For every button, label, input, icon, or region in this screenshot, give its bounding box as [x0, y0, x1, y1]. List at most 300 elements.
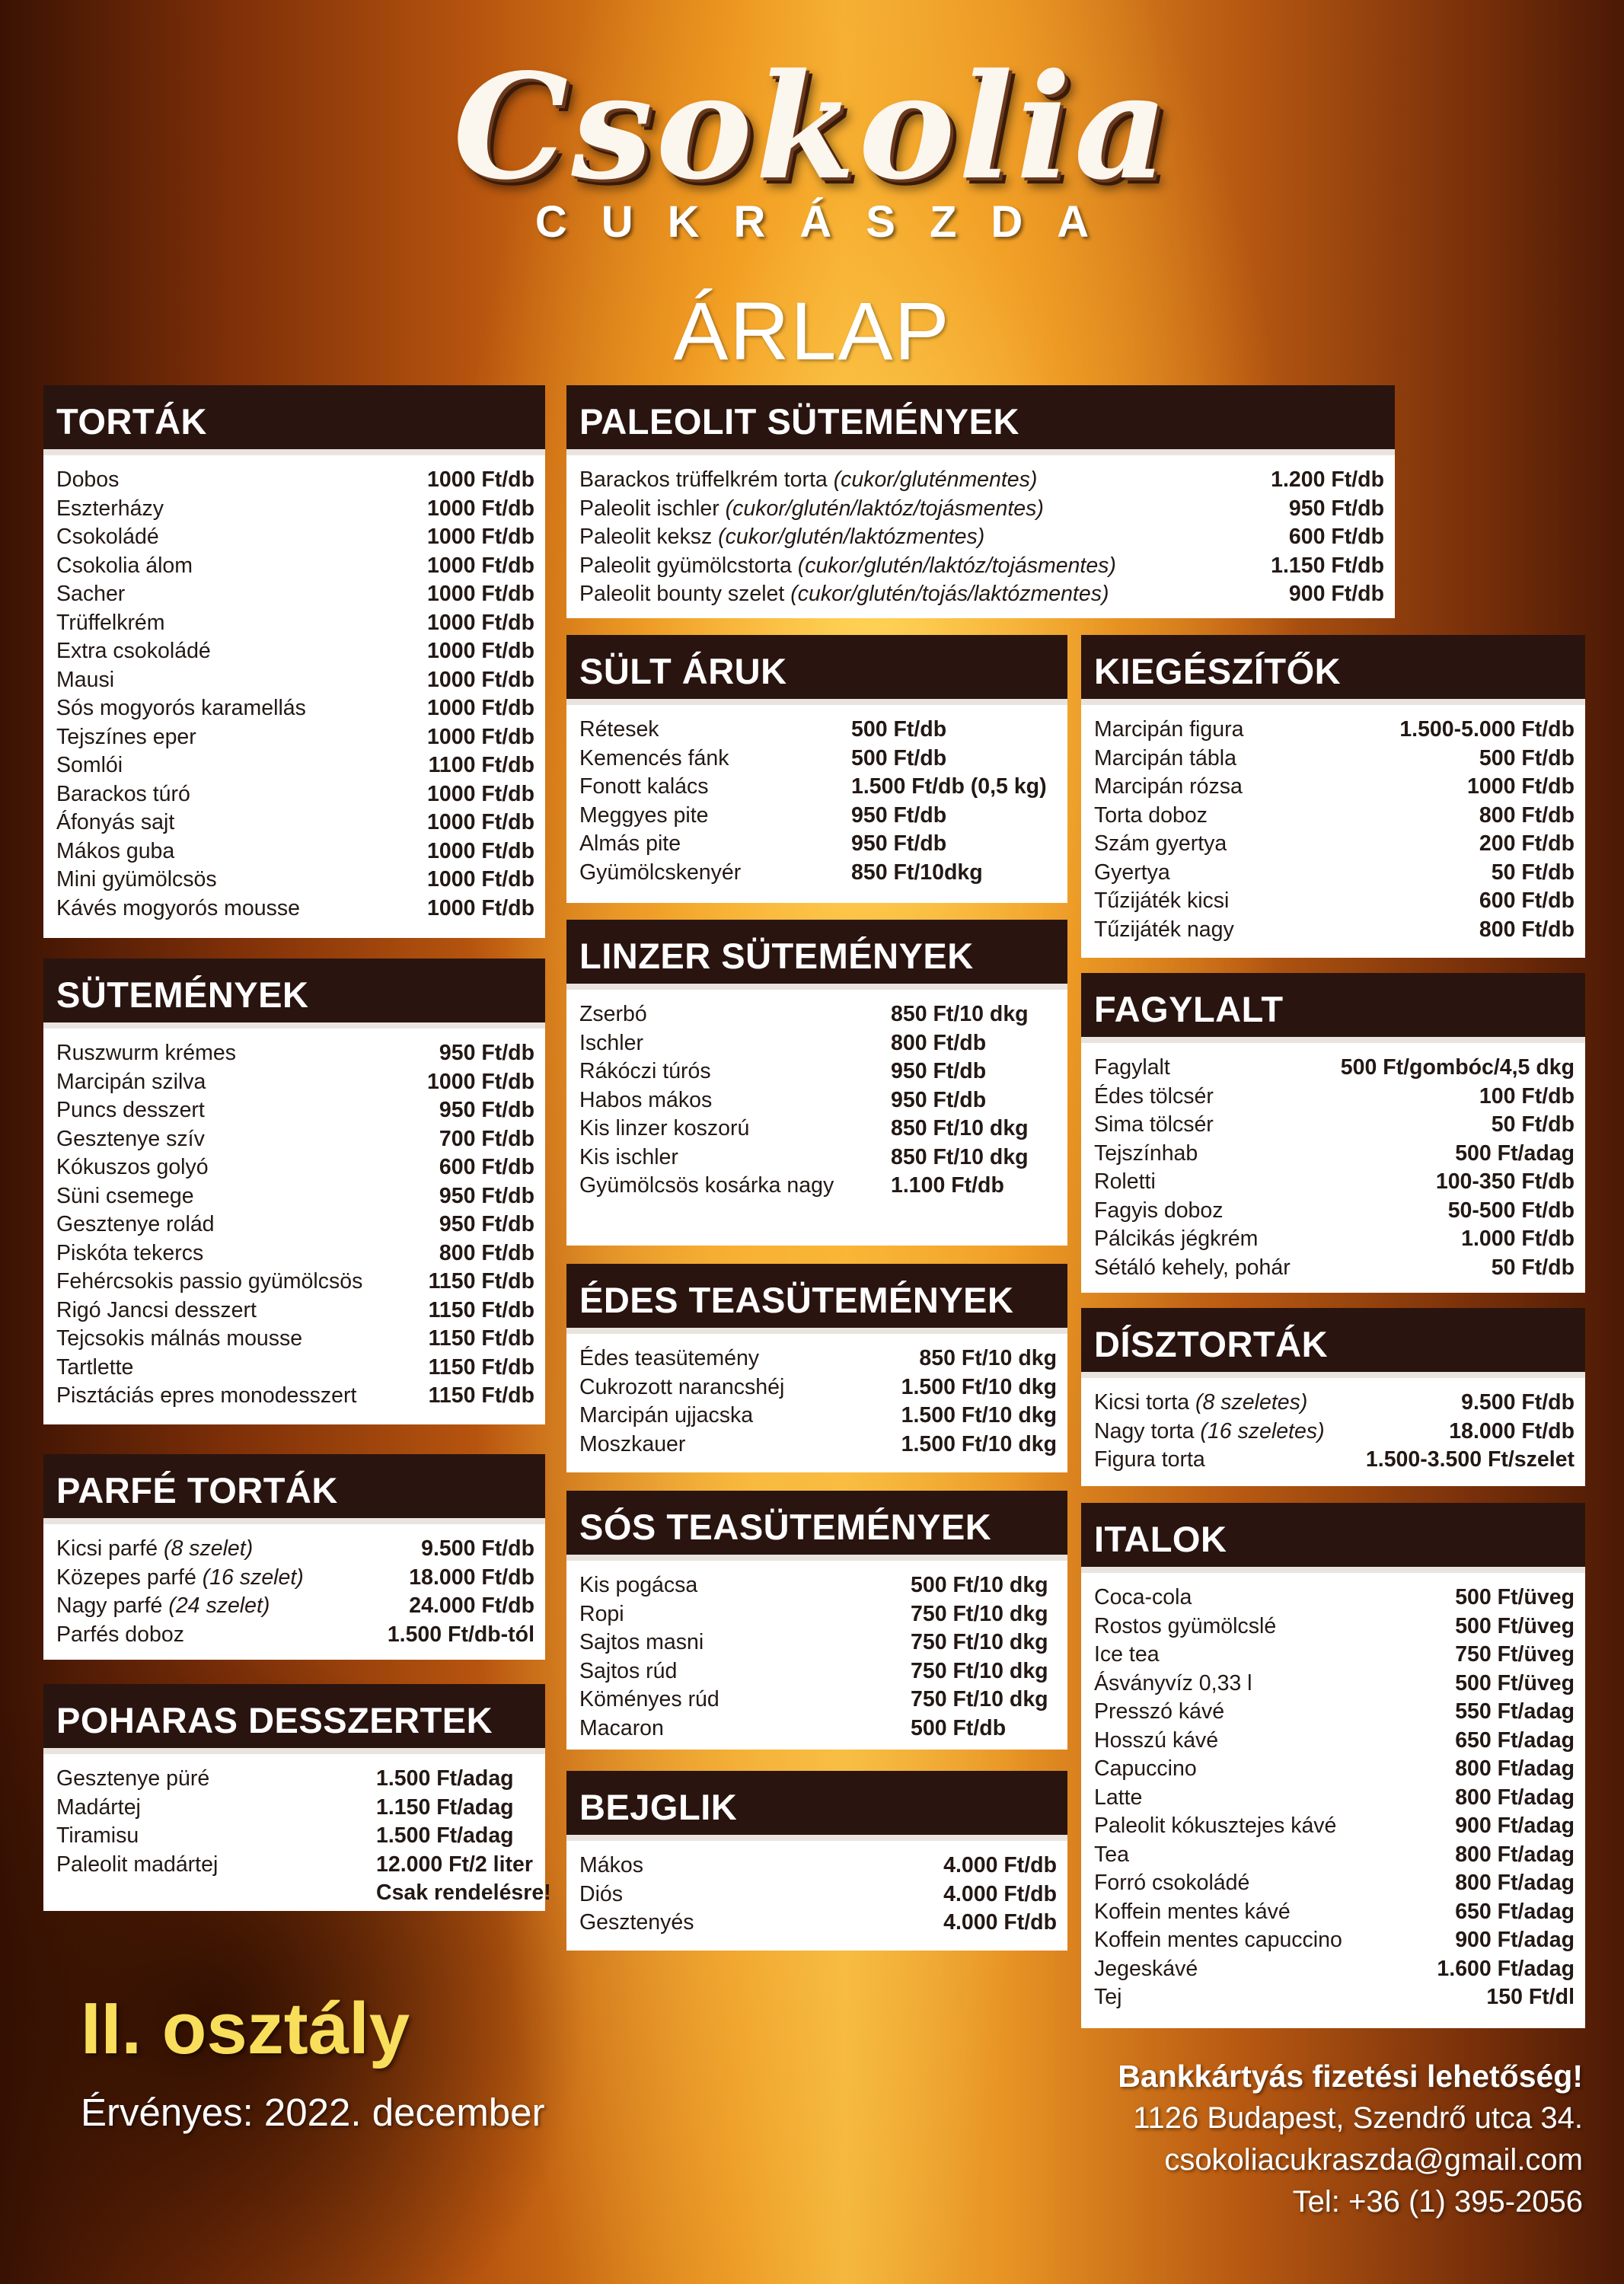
price-row [1081, 1727, 1585, 1756]
item-name: Extra csokoládé [56, 639, 211, 663]
item-name: Sajtos rúd [579, 1658, 678, 1683]
price-row [1081, 1869, 1585, 1898]
item-price: 850 Ft/10 dkg [919, 1346, 1057, 1370]
item-price: 50 Ft/db [1491, 860, 1575, 885]
item-name: Kókuszos golyó [56, 1155, 209, 1179]
item-price: 700 Ft/db [439, 1126, 534, 1151]
item-price: 750 Ft/10 dkg [911, 1687, 1048, 1711]
item-price: 1000 Ft/db [427, 582, 534, 606]
contact-info [1118, 2056, 1583, 2223]
price-list [43, 1029, 545, 1411]
item-name: Gesztenye püré [56, 1766, 210, 1791]
item-name: Tiramisu [56, 1823, 139, 1848]
price-row [1081, 1054, 1585, 1083]
price-row [566, 580, 1395, 609]
section-sos [566, 1491, 1067, 1750]
item-price: 800 Ft/adag [1455, 1842, 1575, 1867]
price-row [43, 1564, 545, 1593]
item-price: 1000 Ft/db [427, 553, 534, 578]
item-name: Hosszú kávé [1094, 1727, 1219, 1753]
price-row [43, 609, 545, 638]
item-price: 800 Ft/adag [1455, 1785, 1575, 1810]
item-name: Moszkauer [579, 1431, 686, 1456]
item-name: Cukrozott narancshéj [579, 1374, 785, 1399]
class-label: II. osztály [81, 1988, 410, 2069]
price-row [566, 1657, 1067, 1686]
item-name: Jegeskávé [1094, 1956, 1198, 1981]
item-price: 18.000 Ft/db [409, 1565, 534, 1590]
item-price: 500 Ft/üveg [1455, 1585, 1575, 1609]
item-name: Pisztáciás epres monodesszert [56, 1383, 357, 1408]
item-price: 1000 Ft/db [427, 781, 534, 806]
price-row [43, 1621, 545, 1650]
item-price: 900 Ft/adag [1455, 1813, 1575, 1838]
price-row [43, 1211, 545, 1239]
item-name: Habos mákos [579, 1087, 713, 1112]
item-name: Gesztenyés [579, 1910, 694, 1935]
item-price: 1000 Ft/db [427, 467, 534, 492]
section-fagylalt [1081, 973, 1585, 1293]
price-row [1081, 1755, 1585, 1784]
item-name: Torta doboz [1094, 802, 1208, 828]
section-tortak [43, 385, 545, 938]
price-row [566, 802, 1067, 831]
item-name: Rétesek [579, 717, 659, 742]
item-price: 750 Ft/10 dkg [911, 1630, 1048, 1654]
item-name: Kis ischler [579, 1144, 678, 1169]
price-row [566, 1686, 1067, 1715]
item-name: Sacher [56, 582, 126, 606]
item-name: Kicsi torta (8 szeletes) [1094, 1390, 1308, 1415]
item-name: Paleolit gyümölcstorta (cukor/glutén/laktóz/tojásmentes) [579, 553, 1116, 578]
item-name: Gyümölcskenyér [579, 860, 742, 885]
item-price: 800 Ft/db [891, 1030, 987, 1055]
item-note: (24 szelet) [168, 1593, 270, 1618]
price-list [43, 1524, 545, 1649]
price-row [566, 495, 1395, 524]
item-price: 1.200 Ft/db [1271, 467, 1384, 492]
item-name: Fonott kalács [579, 774, 709, 799]
item-name: Szám gyertya [1094, 831, 1227, 856]
price-row [566, 1909, 1067, 1938]
item-name: Gesztenye rolád [56, 1212, 215, 1236]
item-price: 500 Ft/db [911, 1715, 1007, 1740]
price-row [1081, 1083, 1585, 1112]
item-name: Fehércsokis passio gyümölcsös [56, 1269, 363, 1294]
item-price: 1.500 Ft/adag [376, 1766, 514, 1791]
item-name: Rigó Jancsi desszert [56, 1297, 257, 1322]
item-name: Ásványvíz 0,33 l [1094, 1670, 1252, 1695]
item-name: Fagyis doboz [1094, 1198, 1224, 1223]
price-row [43, 1325, 545, 1354]
item-name: Fagylalt [1094, 1055, 1170, 1080]
item-price: 18.000 Ft/db [1449, 1418, 1575, 1443]
item-price: 500 Ft/gombóc/4,5 dkg [1340, 1055, 1575, 1080]
section-bejglik [566, 1771, 1067, 1951]
price-row [1081, 1698, 1585, 1727]
item-name: Tartlette [56, 1354, 134, 1380]
item-price: 4.000 Ft/db [943, 1910, 1057, 1935]
item-price: 1000 Ft/db [427, 1069, 534, 1094]
price-row [566, 1345, 1067, 1373]
item-name: Marcipán szilva [56, 1069, 206, 1094]
item-price: 500 Ft/db [1479, 745, 1575, 770]
item-price: 1000 Ft/db [427, 867, 534, 892]
item-name: Süni csemege [56, 1183, 194, 1208]
item-name: Diós [579, 1881, 624, 1906]
item-name: Gesztenye szív [56, 1126, 205, 1151]
item-name: Nagy torta (16 szeletes) [1094, 1418, 1325, 1443]
item-name: Mausi [56, 667, 115, 692]
item-name: Ropi [579, 1601, 624, 1626]
item-price: 950 Ft/db [439, 1098, 534, 1122]
item-price: 500 Ft/üveg [1455, 1613, 1575, 1638]
item-price: 950 Ft/db [851, 802, 947, 828]
item-price: 1.500 Ft/10 dkg [901, 1374, 1057, 1399]
price-row [43, 1592, 545, 1621]
item-name: Almás pite [579, 831, 681, 856]
item-name: Paleolit bounty szelet (cukor/glutén/tojás/laktózmentes) [579, 582, 1109, 606]
price-row [43, 1153, 545, 1182]
item-name: Marcipán figura [1094, 717, 1244, 742]
item-price: 900 Ft/db [1288, 582, 1384, 606]
price-row [43, 580, 545, 609]
item-name: Eszterházy [56, 496, 164, 521]
item-price: 750 Ft/üveg [1455, 1642, 1575, 1667]
price-row [1081, 1983, 1585, 2012]
price-row [43, 780, 545, 809]
price-row [566, 552, 1395, 581]
price-row [566, 1431, 1067, 1459]
item-note: (cukor/glutén/laktózmentes) [718, 525, 985, 549]
item-name: Tejszínes eper [56, 724, 196, 749]
item-price: 100 Ft/db [1479, 1083, 1575, 1109]
item-name: Sajtos masni [579, 1630, 704, 1654]
item-price: 800 Ft/adag [1455, 1756, 1575, 1781]
item-price: 950 Ft/db [891, 1059, 987, 1083]
section-title: FAGYLALT [1081, 973, 1585, 1043]
price-row [43, 751, 545, 780]
item-name: Parfés doboz [56, 1622, 184, 1647]
item-price: 1.500 Ft/db (0,5 kg) [851, 774, 1047, 799]
price-list [1081, 1573, 1585, 2012]
item-name: Gyertya [1094, 860, 1170, 885]
price-list [566, 1561, 1067, 1743]
item-name: Madártej [56, 1794, 141, 1820]
price-list [1081, 1378, 1585, 1475]
item-price: 750 Ft/10 dkg [911, 1601, 1048, 1626]
item-name: Tűzijáték nagy [1094, 917, 1234, 942]
price-row [1081, 745, 1585, 774]
price-row [566, 1852, 1067, 1880]
price-row [43, 1382, 545, 1411]
item-name: Rákóczi túrós [579, 1059, 711, 1083]
item-price: 550 Ft/adag [1455, 1699, 1575, 1724]
section-disztortak [1081, 1308, 1585, 1486]
page-title: ÁRLAP [673, 285, 951, 377]
item-name: Barackos trüffelkrém torta (cukor/gluténmentes) [579, 467, 1038, 492]
item-price: 500 Ft/10 dkg [911, 1573, 1048, 1597]
item-price: 4.000 Ft/db [943, 1881, 1057, 1906]
item-name: Roletti [1094, 1169, 1156, 1194]
item-price: 1000 Ft/db [427, 895, 534, 920]
price-row [566, 773, 1067, 802]
section-title: SÓS TEASÜTEMÉNYEK [566, 1491, 1067, 1561]
item-name: Mákos [579, 1853, 643, 1877]
item-price: 1.500-5.000 Ft/db [1399, 717, 1575, 742]
section-title: PARFÉ TORTÁK [43, 1454, 545, 1524]
price-row [43, 1182, 545, 1211]
price-row [43, 837, 545, 866]
price-row [43, 1068, 545, 1097]
price-row [43, 523, 545, 552]
item-price: 950 Ft/db [891, 1087, 987, 1112]
item-name: Zserbó [579, 1002, 647, 1026]
section-poharas [43, 1684, 551, 1911]
price-row [566, 1373, 1067, 1402]
item-name: Paleolit keksz (cukor/glutén/laktózmentes) [579, 525, 985, 549]
item-note: (cukor/glutén/laktóz/tojásmentes) [797, 553, 1116, 578]
phone: Tel: +36 (1) 395-2056 [1292, 2185, 1583, 2219]
item-price: 1.150 Ft/adag [376, 1794, 514, 1820]
item-price: Csak rendelésre! [376, 1880, 551, 1905]
item-name: Pálcikás jégkrém [1094, 1227, 1259, 1251]
item-name: Somlói [56, 753, 123, 777]
price-row [566, 466, 1395, 495]
price-row [1081, 1812, 1585, 1841]
section-title: ÉDES TEASÜTEMÉNYEK [566, 1264, 1067, 1334]
item-note: (16 szelet) [202, 1565, 304, 1590]
price-row [43, 1765, 545, 1794]
item-name: Meggyes pite [579, 802, 709, 828]
item-price: 950 Ft/db [1288, 496, 1384, 521]
item-name: Coca-cola [1094, 1585, 1192, 1609]
item-name: Trüffelkrém [56, 610, 165, 635]
item-name: Közepes parfé (16 szelet) [56, 1565, 304, 1590]
price-row [566, 1144, 1067, 1172]
price-row [43, 552, 545, 581]
item-price: 1000 Ft/db [427, 639, 534, 663]
address: 1126 Budapest, Szendrő utca 34. [1133, 2101, 1583, 2135]
item-price: 600 Ft/db [439, 1155, 534, 1179]
validity-text: Érvényes: 2022. december [81, 2091, 545, 2134]
item-name: Barackos túró [56, 781, 190, 806]
item-name: Kávés mogyorós mousse [56, 895, 300, 920]
item-price: 1150 Ft/db [428, 1297, 534, 1322]
price-list [1081, 705, 1585, 944]
item-price: 1.500-3.500 Ft/szelet [1365, 1447, 1575, 1472]
price-row [1081, 1784, 1585, 1813]
item-price: 950 Ft/db [851, 831, 947, 856]
item-price: 800 Ft/adag [1455, 1871, 1575, 1895]
item-price: 950 Ft/db [439, 1041, 534, 1065]
price-row [1081, 1955, 1585, 1984]
price-list [1081, 1043, 1585, 1282]
item-price: 800 Ft/db [439, 1240, 534, 1265]
item-name: Mini gyümölcsös [56, 867, 217, 892]
price-list [43, 455, 545, 923]
price-row [566, 1057, 1067, 1086]
item-name: Forró csokoládé [1094, 1871, 1250, 1895]
item-name: Tejcsokis málnás mousse [56, 1326, 303, 1351]
item-price: 24.000 Ft/db [409, 1593, 534, 1618]
item-price: 1000 Ft/db [427, 838, 534, 863]
item-name: Kis pogácsa [579, 1573, 698, 1597]
price-row [566, 830, 1067, 859]
item-note: (cukor/glutén/tojás/laktózmentes) [790, 582, 1109, 606]
price-row [43, 1354, 545, 1383]
item-price: 1150 Ft/db [428, 1269, 534, 1294]
card-payment-note: Bankkártyás fizetési lehetőség! [1118, 2059, 1583, 2094]
item-name: Dobos [56, 467, 120, 492]
item-price: 9.500 Ft/db [421, 1536, 534, 1561]
price-row [566, 1600, 1067, 1629]
section-title: DÍSZTORTÁK [1081, 1308, 1585, 1378]
price-row [1081, 859, 1585, 888]
item-note: (8 szeletes) [1195, 1390, 1308, 1415]
price-row [566, 1628, 1067, 1657]
item-name: Tej [1094, 1985, 1122, 2009]
item-price: 1000 Ft/db [427, 724, 534, 749]
item-name: Sétáló kehely, pohár [1094, 1255, 1291, 1280]
price-row [1081, 1254, 1585, 1283]
item-price: 1150 Ft/db [428, 1326, 534, 1351]
price-row [566, 523, 1395, 552]
section-parfe [43, 1454, 545, 1660]
item-name: Édes teasütemény [579, 1346, 760, 1370]
price-row [566, 1086, 1067, 1115]
item-price: 850 Ft/10 dkg [891, 1002, 1029, 1026]
item-price: 100-350 Ft/db [1435, 1169, 1575, 1194]
price-row [566, 745, 1067, 774]
price-row [1081, 1197, 1585, 1226]
item-name: Csokolia álom [56, 553, 193, 578]
item-name: Csokoládé [56, 525, 159, 549]
item-name: Piskóta tekercs [56, 1240, 204, 1265]
item-name: Marcipán rózsa [1094, 774, 1243, 799]
item-price: 1000 Ft/db [427, 810, 534, 834]
price-list [43, 1754, 551, 1908]
item-name: Paleolit ischler (cukor/glutén/laktóz/tojásmentes) [579, 496, 1044, 521]
item-name: Mákos guba [56, 838, 175, 863]
section-title: SÜTEMÉNYEK [43, 959, 545, 1029]
item-name: Kicsi parfé (8 szelet) [56, 1536, 254, 1561]
item-name: Figura torta [1094, 1447, 1205, 1472]
item-name: Paleolit madártej [56, 1852, 219, 1877]
price-row [43, 895, 545, 923]
item-price: 1100 Ft/db [428, 753, 534, 777]
price-row [43, 1822, 545, 1851]
item-price: 1.500 Ft/10 dkg [901, 1431, 1057, 1456]
item-price: 50 Ft/db [1491, 1112, 1575, 1137]
item-price: 750 Ft/10 dkg [911, 1658, 1048, 1683]
section-title: KIEGÉSZÍTŐK [1081, 635, 1585, 705]
price-row [1081, 1418, 1585, 1447]
price-list [566, 990, 1067, 1201]
item-price: 1.500 Ft/db-tól [387, 1622, 534, 1647]
item-price: 1000 Ft/db [1467, 774, 1575, 799]
price-row [43, 1297, 545, 1325]
item-price: 850 Ft/10 dkg [891, 1116, 1029, 1140]
price-row [43, 637, 545, 666]
price-row [1081, 1446, 1585, 1475]
item-name: Édes tölcsér [1094, 1083, 1214, 1109]
item-price: 4.000 Ft/db [943, 1853, 1057, 1877]
price-row [566, 1571, 1067, 1600]
price-row [43, 1239, 545, 1268]
item-name: Paleolit kókusztejes kávé [1094, 1813, 1337, 1838]
section-sult [566, 635, 1067, 903]
item-price: 500 Ft/üveg [1455, 1670, 1575, 1695]
section-title: ITALOK [1081, 1503, 1585, 1573]
price-row [43, 1794, 545, 1823]
item-price: 1.500 Ft/10 dkg [901, 1403, 1057, 1428]
price-row [566, 1029, 1067, 1058]
item-name: Ischler [579, 1030, 643, 1055]
item-name: Nagy parfé (24 szelet) [56, 1593, 270, 1618]
price-list [566, 1841, 1067, 1938]
item-price: 1150 Ft/db [428, 1383, 534, 1408]
item-price: 500 Ft/adag [1455, 1140, 1575, 1166]
section-linzer [566, 920, 1067, 1246]
item-price: 1000 Ft/db [427, 610, 534, 635]
item-price: 12.000 Ft/2 liter [376, 1852, 533, 1877]
item-note: (cukor/gluténmentes) [833, 467, 1038, 492]
section-sutemenyek [43, 959, 545, 1424]
item-price: 500 Ft/db [851, 717, 947, 742]
item-price: 1000 Ft/db [427, 525, 534, 549]
price-row [566, 1172, 1067, 1201]
price-row [1081, 1584, 1585, 1613]
item-name: Capuccino [1094, 1756, 1197, 1781]
item-name: Latte [1094, 1785, 1143, 1810]
item-price: 150 Ft/dl [1486, 1985, 1575, 2009]
price-row [43, 466, 545, 495]
item-name: Presszó kávé [1094, 1699, 1225, 1724]
item-name: Ice tea [1094, 1642, 1160, 1667]
item-price: 1.000 Ft/db [1461, 1227, 1575, 1251]
price-row [43, 1268, 545, 1297]
section-title: LINZER SÜTEMÉNYEK [566, 920, 1067, 990]
email: csokoliacukraszda@gmail.com [1164, 2143, 1583, 2177]
section-title: POHARAS DESSZERTEK [43, 1684, 545, 1754]
price-row [1081, 1898, 1585, 1927]
price-row [1081, 1641, 1585, 1670]
price-row [1081, 1926, 1585, 1955]
item-price: 50 Ft/db [1491, 1255, 1575, 1280]
price-row [1081, 716, 1585, 745]
price-row [43, 1096, 545, 1125]
price-list [566, 705, 1067, 887]
item-price: 800 Ft/db [1479, 802, 1575, 828]
price-row [43, 1039, 545, 1068]
item-name: Ruszwurm krémes [56, 1041, 236, 1065]
price-row [1081, 1168, 1585, 1197]
price-row [566, 716, 1067, 745]
item-name: Koffein mentes capuccino [1094, 1928, 1342, 1952]
item-price: 950 Ft/db [439, 1212, 534, 1236]
item-price: 50-500 Ft/db [1447, 1198, 1575, 1223]
item-price: 900 Ft/adag [1455, 1928, 1575, 1952]
item-name: Koffein mentes kávé [1094, 1899, 1291, 1924]
section-paleolit [566, 385, 1395, 618]
item-name: Macaron [579, 1715, 664, 1740]
price-list [566, 1334, 1067, 1459]
item-price: 850 Ft/10 dkg [891, 1144, 1029, 1169]
item-name: Kemencés fánk [579, 745, 729, 770]
section-title: SÜLT ÁRUK [566, 635, 1067, 705]
price-row [566, 1880, 1067, 1909]
